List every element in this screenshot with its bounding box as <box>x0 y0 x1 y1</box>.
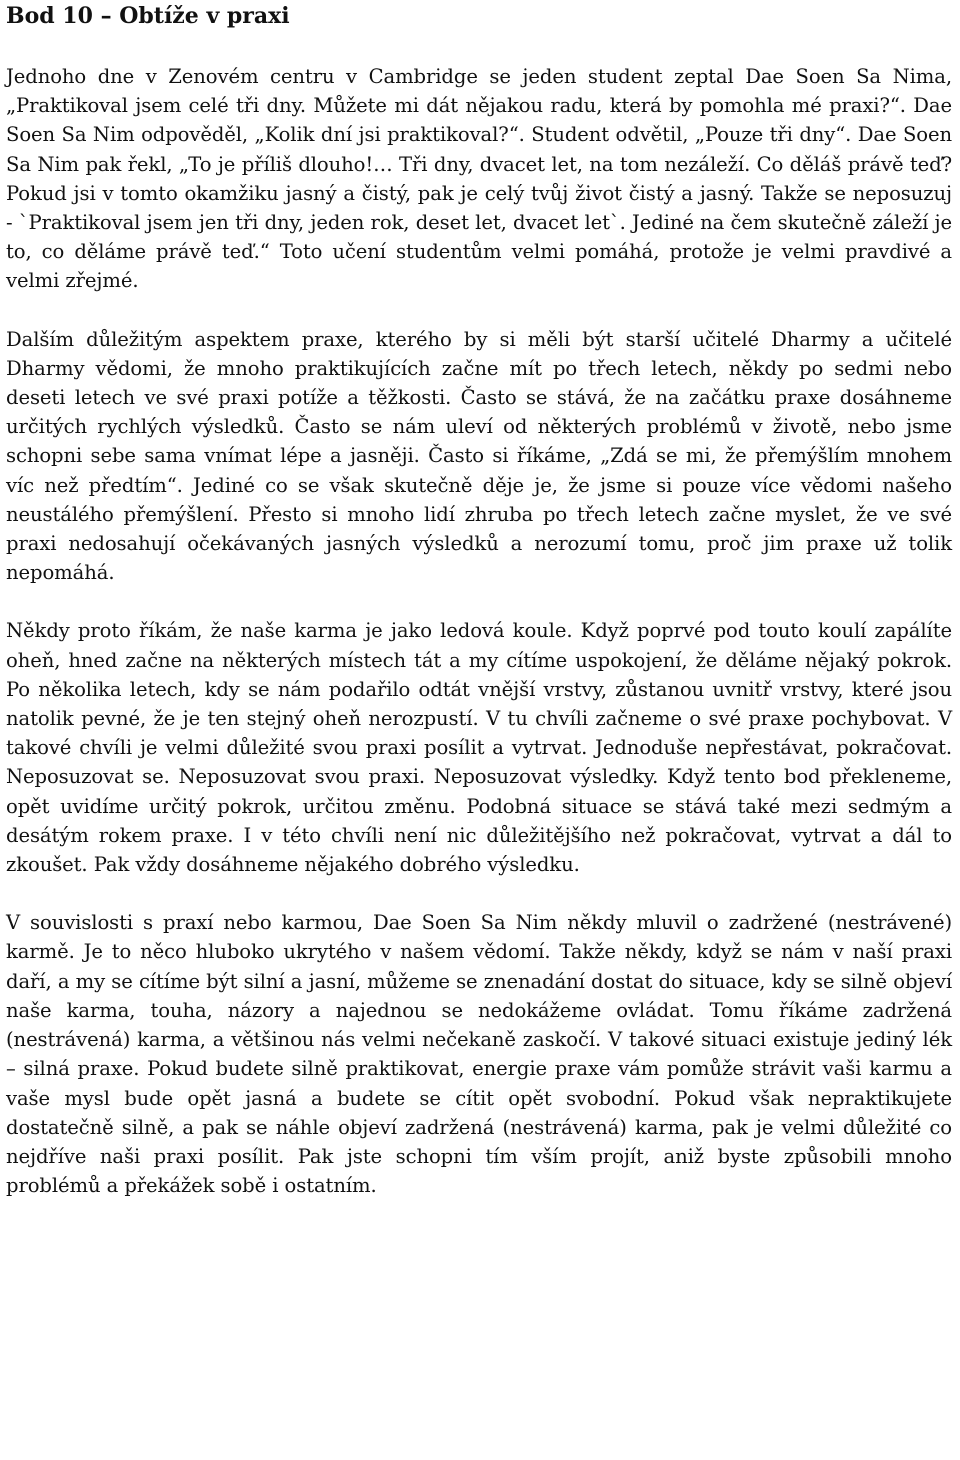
paragraph-1: Jednoho dne v Zenovém centru v Cambridge se jeden student zeptal Dae Soen Sa Nima, „Praktikoval jsem celé tři dny. Můžete mi dát nějakou radu, která by pomohla mé praxi?“. Dae Soen Sa Nim odpověděl, „Kolik dní jsi praktikoval?“. Student odvětil, „Pouze tři dny“. Dae Soen Sa Nim pak řekl, „To je příliš dlouho!… Tři dny, dvacet let, na tom nezáleží. Co děláš právě teď? Pokud jsi v tomto okamžiku jasný a čistý, pak je celý tvůj život čistý a jasný. Takže se neposuzuj - `Praktikoval jsem jen tři dny, jeden rok, deset let, dvacet let`. Jediné na čem skutečně záleží je to, co děláme právě teď.“ Toto učení studentům velmi pomáhá, protože je velmi pravdivé a velmi zřejmé. <box>6 65 952 293</box>
paragraph-3: Někdy proto říkám, že naše karma je jako ledová koule. Když poprvé pod touto koulí zapálíte oheň, hned začne na některých místech tát a my cítíme uspokojení, že děláme nějaký pokrok. Po několika letech, kdy se nám podařilo odtát vnější vrstvy, zůstanou uvnitř vrstvy, které jsou natolik pevné, že je ten stejný oheň nerozpustí. V tu chvíli začneme o své praxe pochybovat. V takové chvíli je velmi důležité svou praxi posílit a vytrvat. Jednoduše nepřestávat, pokračovat. Neposuzovat se. Neposuzovat svou praxi. Neposuzovat výsledky. Když tento bod překleneme, opět uvidíme určitý pokrok, určitou změnu. Podobná situace se stává také mezi sedmým a desátým rokem praxe. I v této chvíli není nic důležitějšího než pokračovat, vytrvat a dál to zkoušet. Pak vždy dosáhneme nějakého dobrého výsledku. <box>6 619 952 877</box>
section-title: Bod 10 – Obtíže v praxi <box>6 3 290 29</box>
paragraph-4: V souvislosti s praxí nebo karmou, Dae Soen Sa Nim někdy mluvil o zadržené (nestrávené) karmě. Je to něco hluboko ukrytého v našem vědomí. Takže někdy, když se nám v naší praxi daří, a my se cítíme být silní a jasní, můžeme se znenadání dostat do situace, kdy se silně objeví naše karma, touha, názory a najednou se nedokážeme ovládat. Tomu říkáme zadržená (nestrávená) karma, a většinou nás velmi nečekaně zaskočí. V takové situaci existuje jediný lék – silná praxe. Pokud budete silně praktikovat, energie praxe vám pomůže strávit vaši karmu a vaše mysl bude opět jasná a budete se cítit opět svobodní. Pokud však nepraktikujete dostatečně silně, a pak se náhle objeví zadržená (nestrávená) karma, pak je velmi důležité co nejdříve naši praxi posílit. Pak jste schopni tím vším projít, aniž byste způsobili mnoho problémů a překážek sobě i ostatním. <box>6 911 952 1198</box>
paragraph-2: Dalším důležitým aspektem praxe, kterého by si měli být starší učitelé Dharmy a učitelé Dharmy vědomi, že mnoho praktikujících začne mít po třech letech, někdy po sedmi nebo deseti letech ve své praxi potíže a těžkosti. Často se stává, že na začátku praxe dosáhneme určitých rychlých výsledků. Často se nám uleví od některých problémů v životě, nebo jsme schopni sebe sama vnímat lépe a jasněji. Často si říkáme, „Zdá se mi, že přemýšlím mnohem víc než předtím“. Jediné co se však skutečně děje je, že jsme si pouze více vědomi našeho neustálého přemýšlení. Přesto si mnoho lidí zhruba po třech letech začne myslet, že ve své praxi nedosahují očekávaných jasných výsledků a nerozumí tomu, proč jim praxe už tolik nepomáhá. <box>6 327 952 585</box>
document-page <box>6 0 952 1200</box>
